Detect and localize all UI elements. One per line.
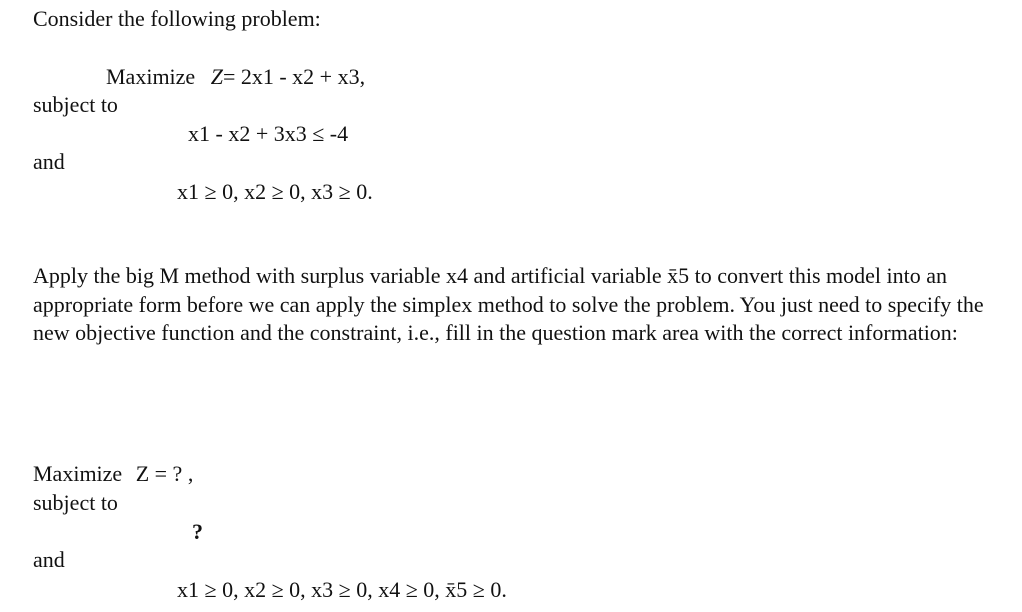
subject-to-label: subject to	[33, 92, 118, 117]
answer-nonnegativity-constraints: x1 ≥ 0, x2 ≥ 0, x3 ≥ 0, x4 ≥ 0, x̄5 ≥ 0.	[177, 577, 507, 602]
answer-subject-to-label: subject to	[33, 490, 118, 515]
answer-objective: Z = ? ,	[135, 461, 194, 486]
answer-maximize-label: Maximize	[33, 461, 123, 486]
answer-constraint-placeholder: ?	[192, 519, 203, 544]
nonnegativity-constraints: x1 ≥ 0, x2 ≥ 0, x3 ≥ 0.	[177, 179, 373, 204]
maximize-label: Maximize	[106, 64, 196, 89]
instruction-paragraph: Apply the big M method with surplus variable x4 and artificial variable x̄5 to convert this model into an appropriate form before we can apply the simplex method to solve the problem. You just need to specify the new objective function and the constraint, i.e., fill in the question mark area with the correct information:	[33, 263, 984, 345]
constraint: x1 - x2 + 3x3 ≤ -4	[188, 121, 349, 146]
objective-function: Z= 2x1 - x2 + x3,	[210, 64, 366, 89]
answer-objective-row	[33, 461, 193, 487]
intro-text: Consider the following problem:	[33, 6, 321, 31]
and-label: and	[33, 149, 65, 174]
objective-row	[106, 64, 365, 90]
answer-and-label: and	[33, 547, 65, 572]
